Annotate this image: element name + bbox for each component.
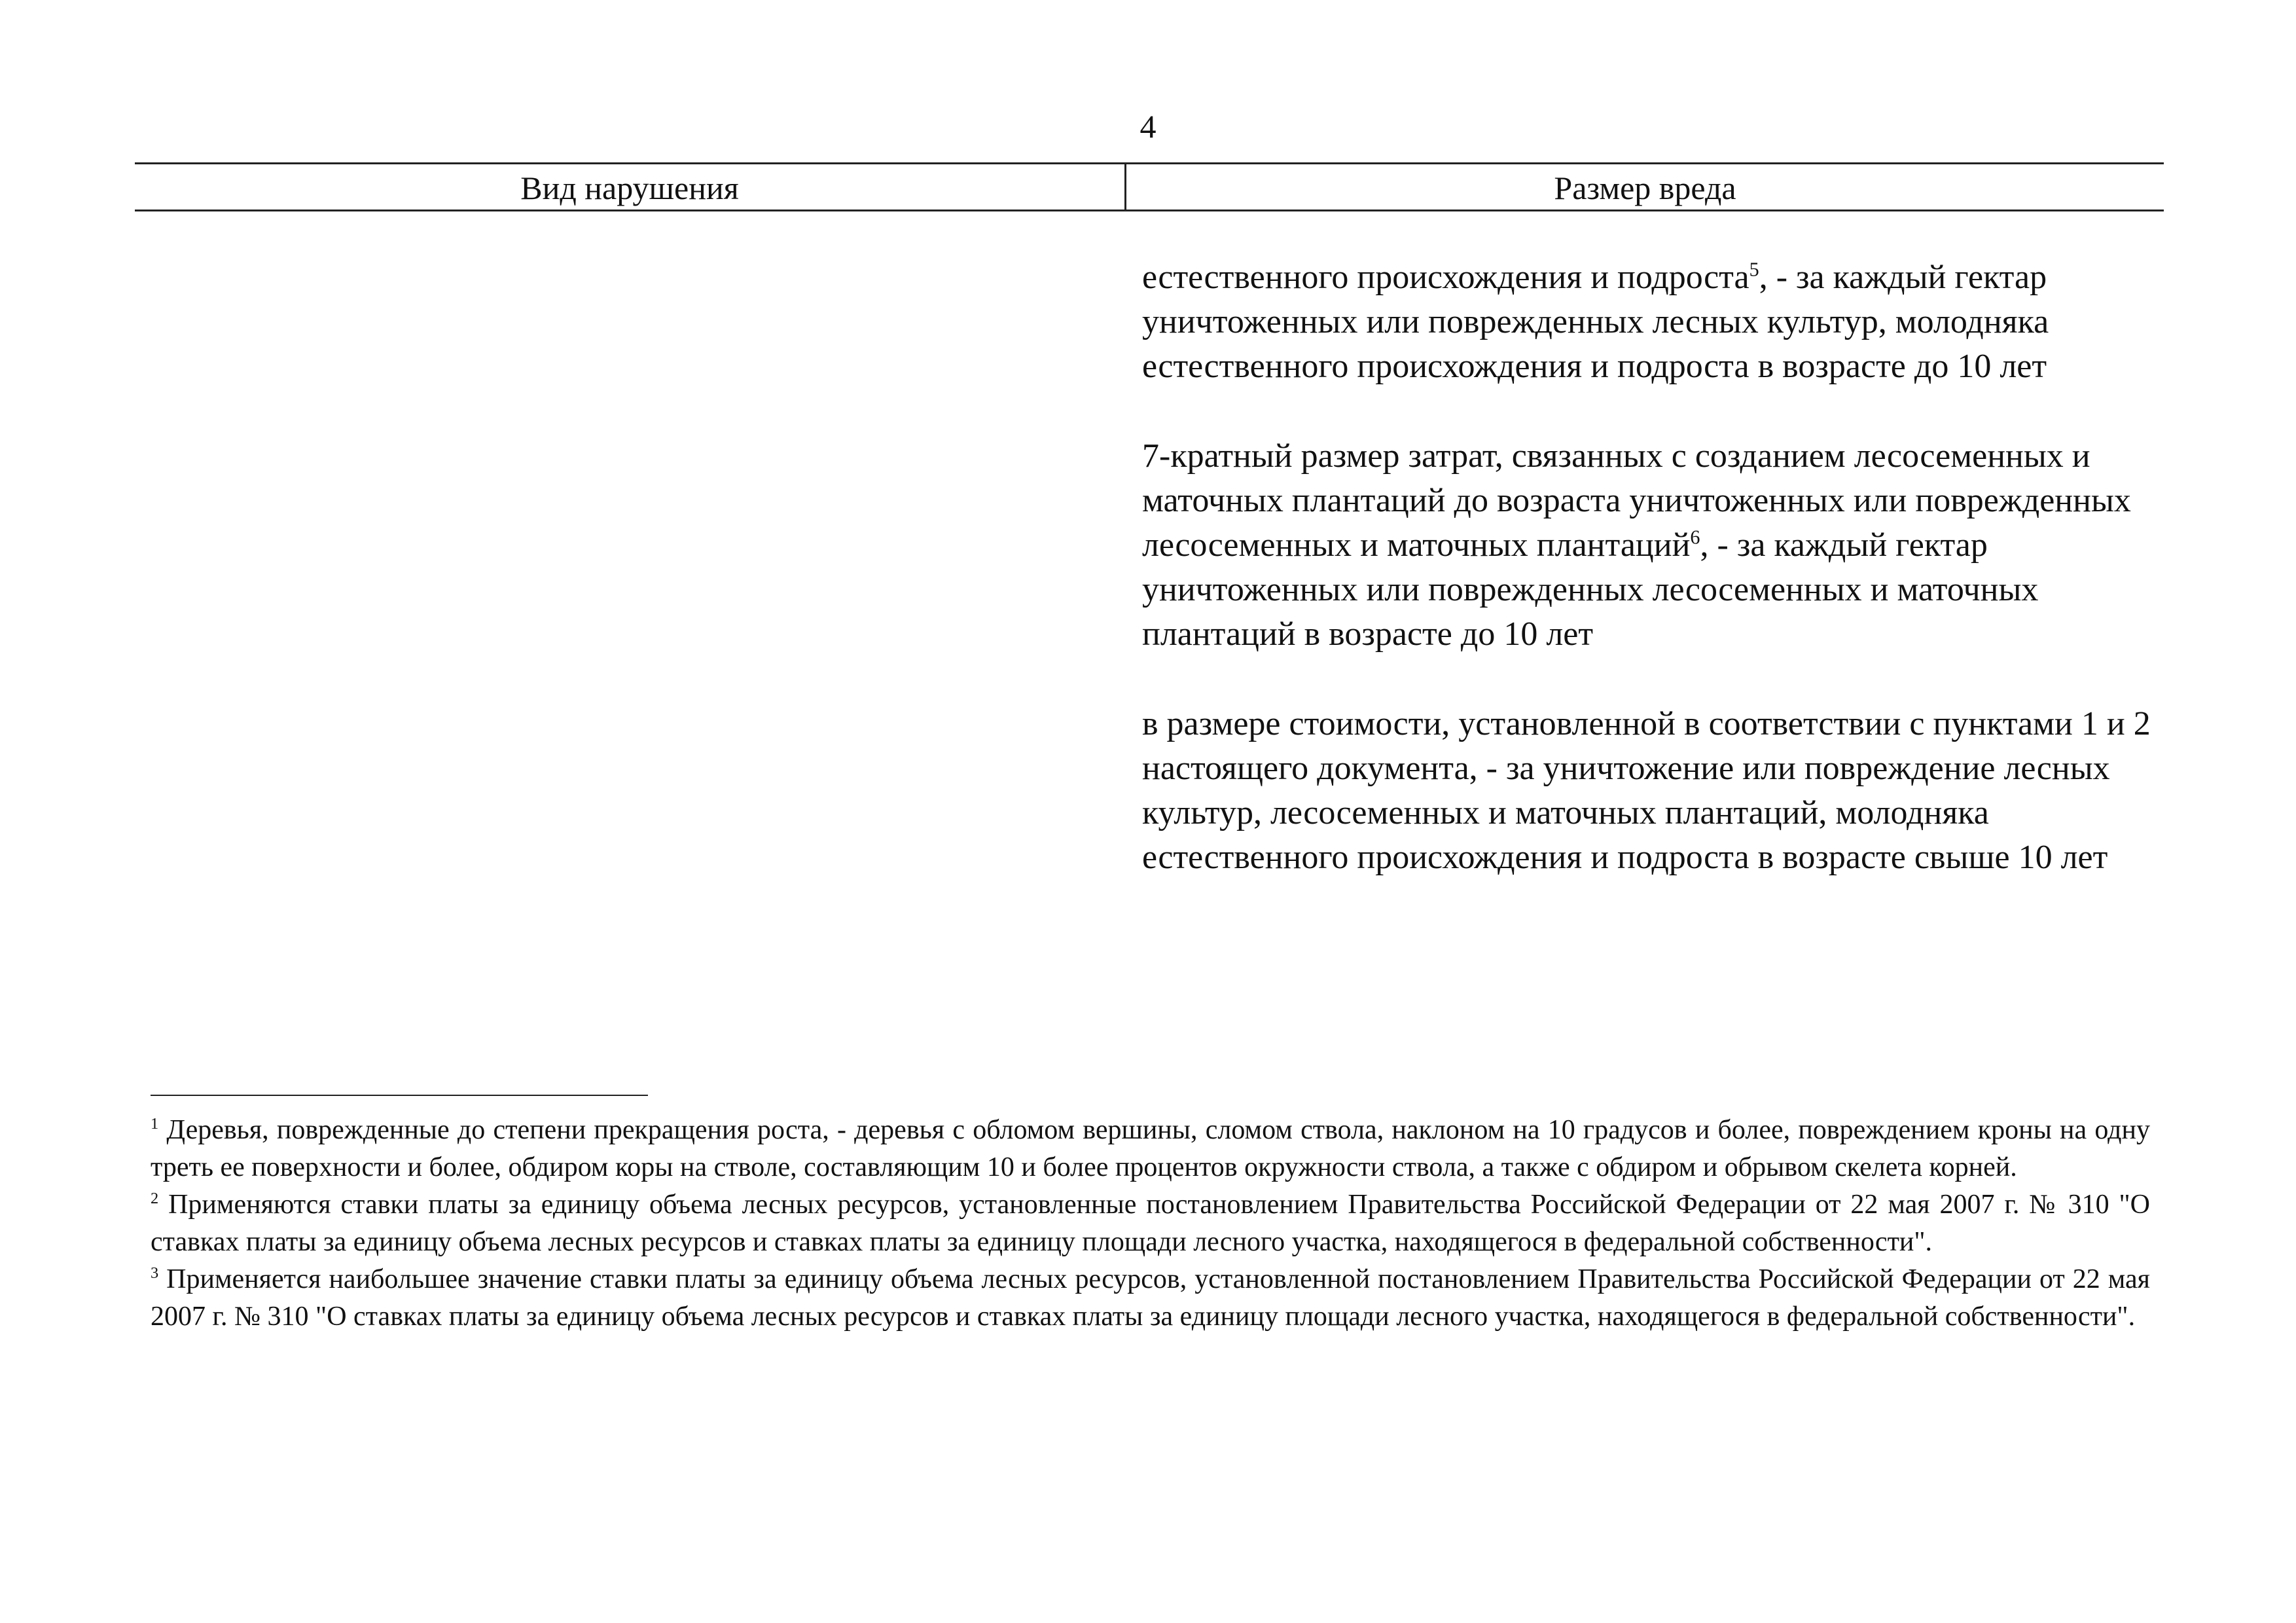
harm-paragraph-tail: , - за каждый гектар уничтоженных или поврежденных лесных культур, молодняка естественного происхождения и подроста в возрасте до 10 лет — [1142, 259, 2049, 385]
footnotes — [151, 1112, 2150, 1336]
footnote-number: 3 — [151, 1264, 159, 1282]
harm-paragraph-text: 7-кратный размер затрат, связанных с созданием лесосеменных и маточных плантаций до возраста уничтоженных или поврежденных лесосеменных и маточных плантаций — [1142, 437, 2131, 564]
footnote — [151, 1261, 2150, 1336]
footnote-reference: 6 — [1690, 526, 1700, 549]
column-header-harm-amount: Размер вреда — [1554, 170, 1736, 206]
harm-paragraph-text: естественного происхождения и подроста — [1142, 259, 1749, 296]
harm-paragraph-tail: , - за каждый гектар уничтоженных или поврежденных лесосеменных и маточных плантаций в возрасте до 10 лет — [1142, 526, 2039, 653]
column-header-violation-type: Вид нарушения — [520, 170, 739, 206]
footnote-number: 2 — [151, 1190, 159, 1207]
page-number: 4 — [1139, 108, 1157, 145]
harm-paragraph — [1142, 434, 2163, 657]
footnote-number: 1 — [151, 1115, 159, 1133]
footnote-text: Деревья, поврежденные до степени прекращения роста, - деревья с обломом вершины, сломом ствола, наклоном на 10 градусов и более, повреждением кроны на одну треть ее поверхности и более, обдиром коры на стволе, составляющим 10 и более процентов окружности ствола, а также с обдиром и обрывом скелета корней. — [151, 1115, 2150, 1182]
footnote-text: Применяется наибольшее значение ставки платы за единицу объема лесных ресурсов, установленной постановлением Правительства Российской Федерации от 22 мая 2007 г. № 310 "О ставках платы за единицу объема лесных ресурсов и ставках платы за единицу площади лесного участка, находящегося в федеральной собственности". — [151, 1264, 2150, 1332]
harm-amount-column — [1142, 255, 2163, 925]
table-header-rule — [135, 210, 2164, 211]
harm-paragraph — [1142, 702, 2163, 880]
footnote-reference: 5 — [1749, 258, 1759, 281]
harm-paragraph-text: в размере стоимости, установленной в соответствии с пунктами 1 и 2 настоящего документа, - за уничтожение или повреждение лесных культур, лесосеменных и маточных плантаций, молодняка естественного происхождения и подроста в возрасте свыше 10 лет — [1142, 705, 2151, 876]
harm-paragraph — [1142, 255, 2163, 389]
footnote — [151, 1186, 2150, 1261]
table-top-rule — [135, 162, 2164, 164]
footnote-text: Применяются ставки платы за единицу объема лесных ресурсов, установленные постановлением Правительства Российской Федерации от 22 мая 2007 г. № 310 "О ставках платы за единицу объема лесных ресурсов и ставках платы за единицу площади лесного участка, находящегося в федеральной собственности". — [151, 1190, 2150, 1257]
footnote-separator — [151, 1095, 648, 1096]
footnote — [151, 1112, 2150, 1186]
